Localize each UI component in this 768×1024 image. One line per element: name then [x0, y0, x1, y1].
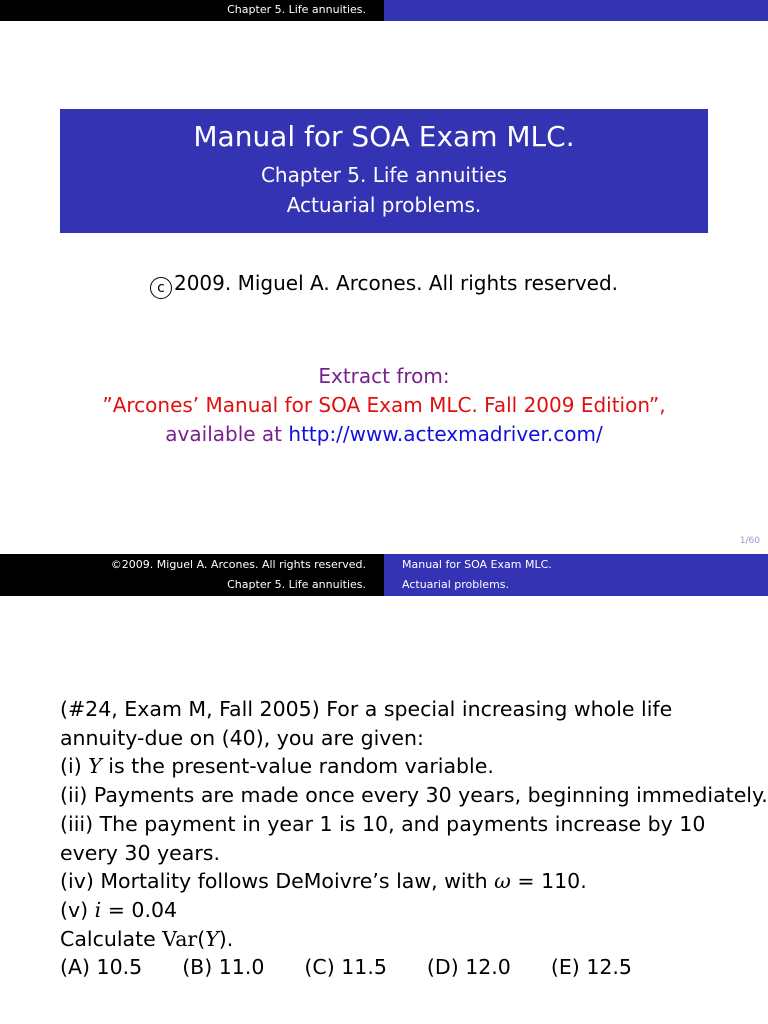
- answer-c: (C) 11.5: [304, 955, 387, 980]
- copyright-text: 2009. Miguel A. Arcones. All rights reserved.: [173, 271, 619, 295]
- page-number: 1/60: [739, 536, 760, 546]
- header-section: Actuarial problems.: [402, 578, 510, 591]
- given-iv-value: = 110.: [510, 869, 587, 894]
- given-i-label: (i): [60, 754, 89, 779]
- header-left: [0, 554, 384, 596]
- header-chapter: Chapter 5. Life annuities.: [227, 578, 366, 591]
- subtitle-problems: Actuarial problems.: [286, 193, 482, 217]
- header-chapter: Chapter 5. Life annuities.: [227, 3, 366, 16]
- given-iv-text: (iv) Mortality follows DeMoivre’s law, with: [60, 869, 495, 894]
- given-v-value: = 0.04: [101, 897, 178, 922]
- header-left: [0, 0, 384, 21]
- header-right: [384, 0, 768, 21]
- calculate-line: [60, 925, 720, 954]
- answer-choices: [60, 953, 720, 982]
- header-manual: Manual for SOA Exam MLC.: [402, 558, 552, 571]
- variable-y: Y: [205, 926, 219, 951]
- variable-y: Y: [88, 754, 102, 779]
- calculate-label: Calculate: [60, 926, 163, 951]
- given-iii-2: every 30 years.: [60, 840, 220, 865]
- answer-a: (A) 10.5: [60, 955, 143, 980]
- answer-e: (E) 12.5: [550, 955, 632, 980]
- variable-i: i: [94, 897, 102, 922]
- subtitle-chapter: Chapter 5. Life annuities: [260, 163, 508, 187]
- given-iii-1: (iii) The payment in year 1 is 10, and payments increase by 10: [60, 811, 706, 836]
- given-iv: [60, 867, 720, 896]
- title-box: [60, 109, 708, 233]
- available-at-text: available at: [165, 422, 289, 446]
- header-copyright: ©2009. Miguel A. Arcones. All rights reserved.: [110, 558, 366, 571]
- given-i: [60, 752, 720, 781]
- slide-header: [0, 554, 768, 596]
- given-v-label: (v): [60, 897, 95, 922]
- problem-intro-1: (#24, Exam M, Fall 2005) For a special increasing whole life: [60, 697, 673, 721]
- var-operator: Var: [162, 926, 198, 951]
- website-link[interactable]: http://www.actexmadriver.com/: [288, 422, 603, 446]
- extract-label: Extract from:: [318, 364, 450, 388]
- answer-d: (D) 12.0: [426, 955, 511, 980]
- page-title: Manual for SOA Exam MLC.: [193, 120, 575, 153]
- given-ii: (ii) Payments are made once every 30 years, beginning immediately.: [60, 783, 768, 808]
- slide-header: [0, 0, 768, 21]
- given-v: [60, 896, 720, 925]
- calc-close: ).: [218, 926, 234, 951]
- omega-symbol: ω: [494, 869, 511, 894]
- slide-problem: [0, 554, 768, 1024]
- problem-text: [60, 695, 768, 982]
- answer-b: (B) 11.0: [182, 955, 265, 980]
- calc-open: (: [197, 926, 206, 951]
- extract-block: [0, 362, 768, 449]
- copyright-line: [0, 268, 768, 299]
- copyright-icon: c: [150, 277, 172, 299]
- problem-intro-2: annuity-due on (40), you are given:: [60, 725, 424, 750]
- given-i-text: is the present-value random variable.: [101, 754, 494, 779]
- header-right: [384, 554, 768, 596]
- extract-source: ”Arcones’ Manual for SOA Exam MLC. Fall 2009 Edition”,: [102, 393, 666, 417]
